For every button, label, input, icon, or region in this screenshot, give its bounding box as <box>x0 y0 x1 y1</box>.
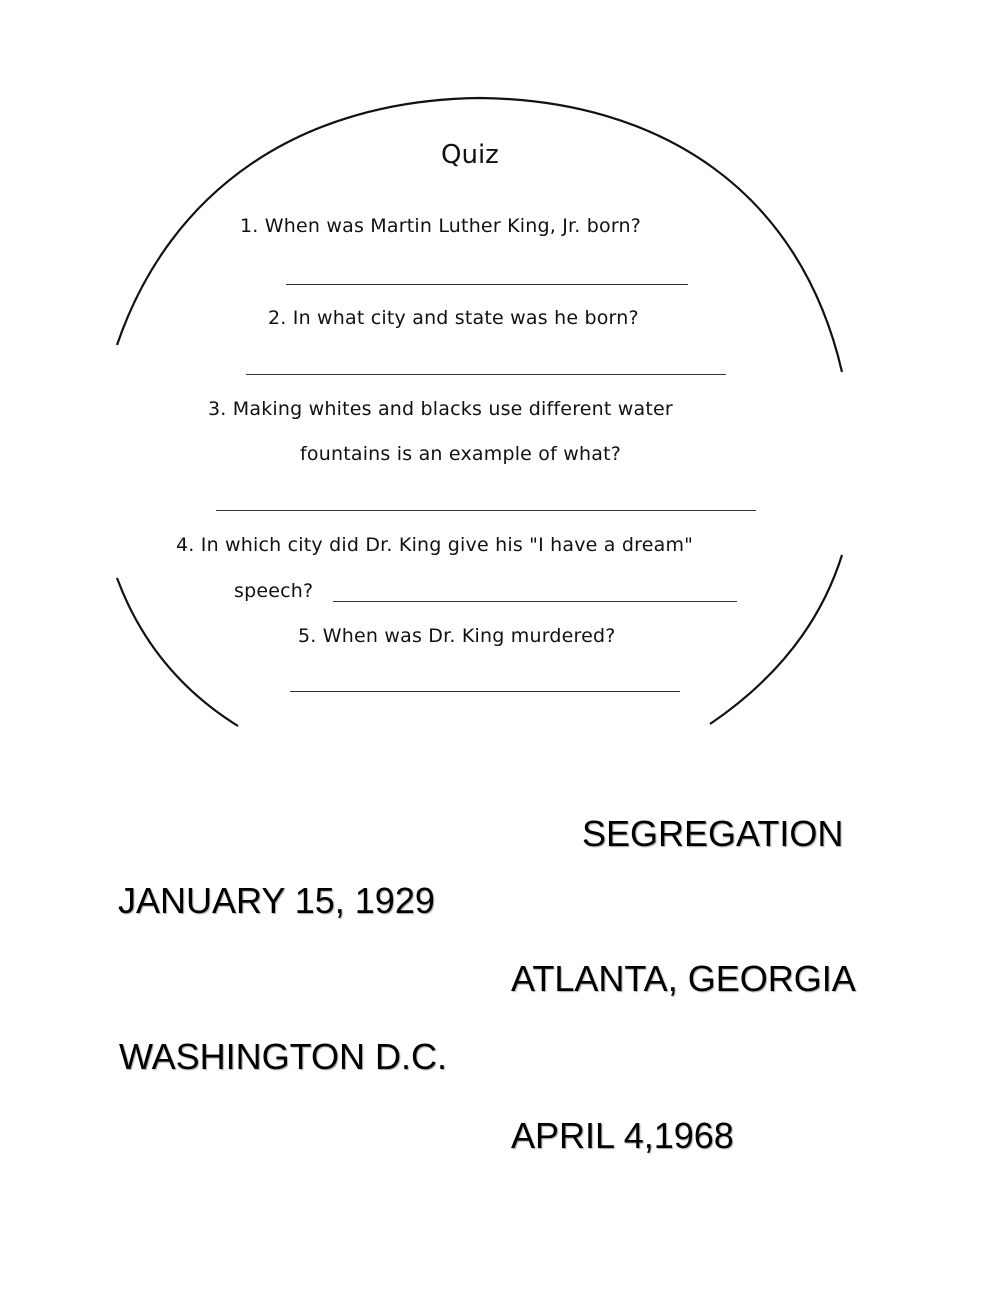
answer-line-3[interactable] <box>216 510 756 511</box>
question-3-line-2: fountains is an example of what? <box>300 443 622 465</box>
question-1: 1. When was Martin Luther King, Jr. born? <box>240 215 642 237</box>
question-3-line-1: 3. Making whites and blacks use different water <box>208 398 673 420</box>
question-4-line-2: speech? <box>234 580 314 602</box>
answer-card-birth-date[interactable]: JANUARY 15, 1929 <box>118 880 435 921</box>
answer-line-2[interactable] <box>246 374 726 375</box>
question-2: 2. In what city and state was he born? <box>268 307 639 329</box>
answer-line-4[interactable] <box>333 601 737 602</box>
question-5: 5. When was Dr. King murdered? <box>298 625 616 647</box>
answer-line-5[interactable] <box>290 691 680 692</box>
answer-line-1[interactable] <box>286 284 688 285</box>
question-4-line-1: 4. In which city did Dr. King give his "I have a dream" <box>176 534 694 556</box>
quiz-title: Quiz <box>441 140 499 170</box>
answer-card-speech-city[interactable]: WASHINGTON D.C. <box>119 1036 448 1077</box>
answer-card-segregation[interactable]: SEGREGATION <box>582 813 844 854</box>
answer-card-death-date[interactable]: APRIL 4,1968 <box>511 1115 734 1156</box>
answer-card-birth-place[interactable]: ATLANTA, GEORGIA <box>511 958 856 999</box>
